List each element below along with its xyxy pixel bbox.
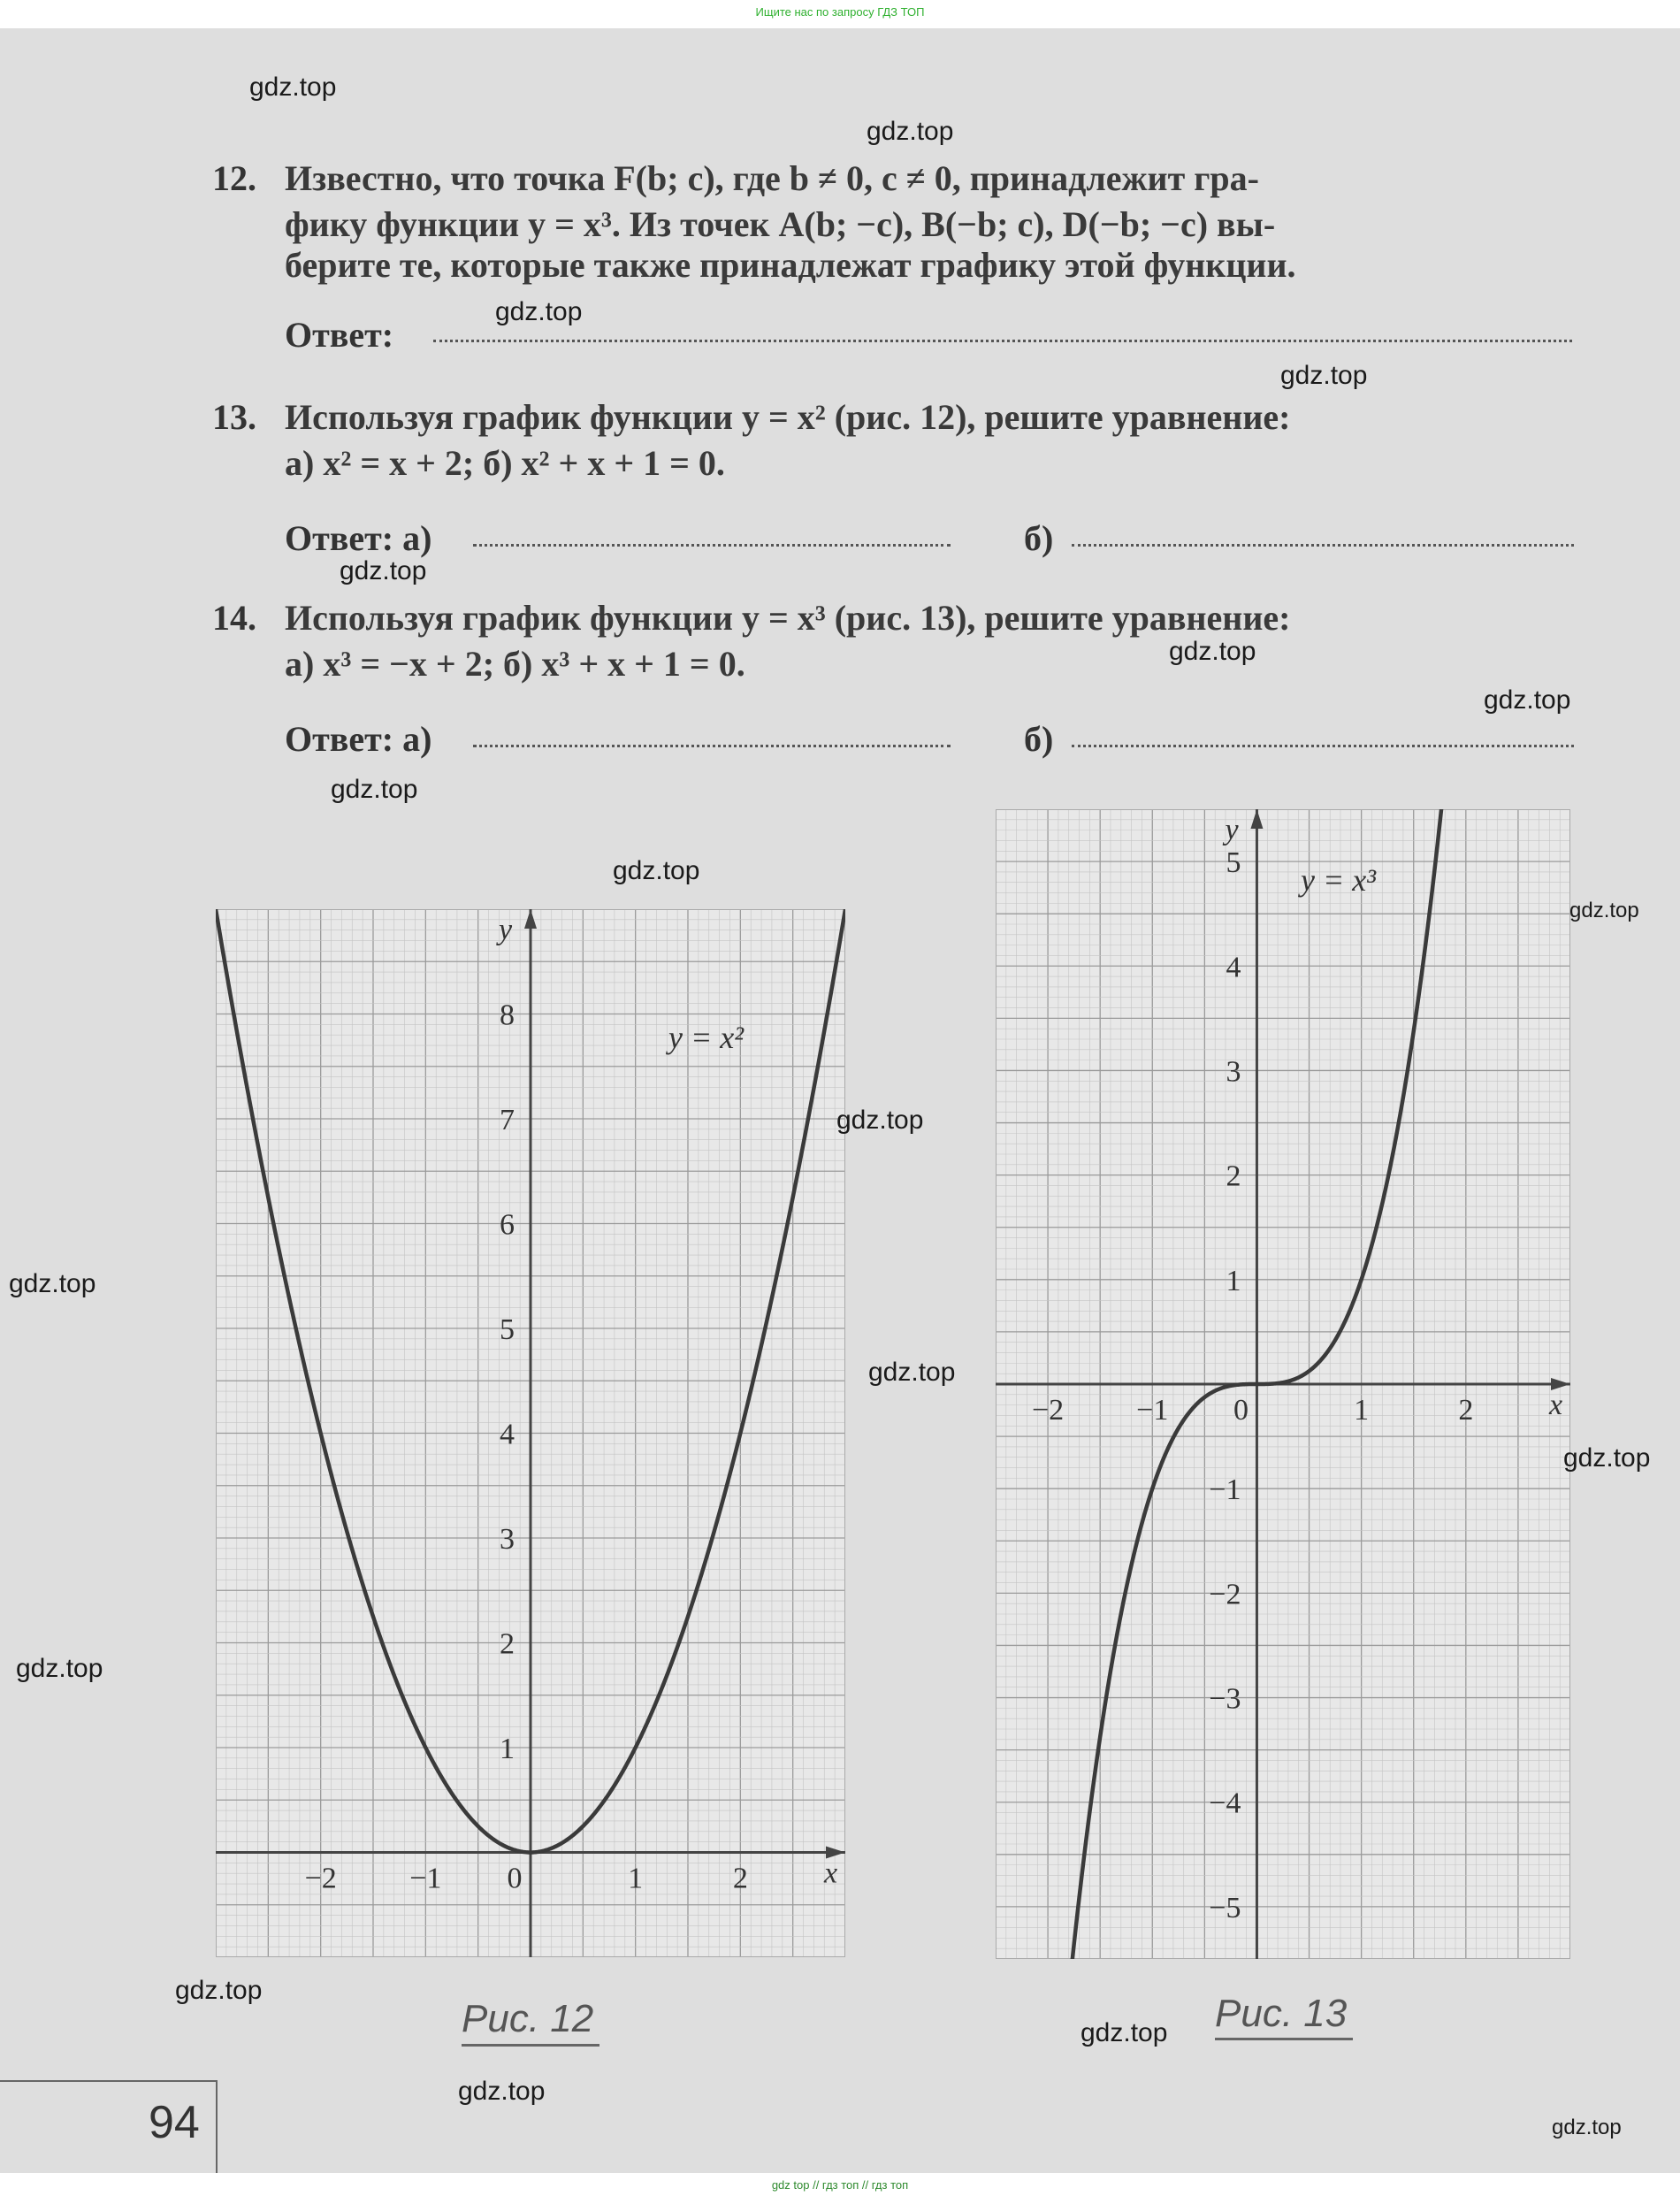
x-tick-label: 0 bbox=[507, 1862, 523, 1895]
figure-12-parabola-chart bbox=[216, 909, 845, 1957]
x-tick-label: −1 bbox=[409, 1862, 442, 1895]
x-tick-label: −1 bbox=[1136, 1394, 1169, 1427]
problem-12-number: 12. bbox=[212, 158, 256, 198]
figure-13-cubic-chart bbox=[996, 809, 1570, 1959]
problem-13-answer-b-label: б) bbox=[1024, 518, 1054, 558]
watermark: gdz.top bbox=[867, 117, 954, 146]
watermark: gdz.top bbox=[1169, 637, 1256, 666]
watermark: gdz.top bbox=[1552, 2116, 1622, 2139]
watermark: gdz.top bbox=[175, 1976, 263, 2005]
problem-14-answer-label: Ответ: а) bbox=[285, 719, 432, 759]
problem-14-answer-b-label: б) bbox=[1024, 719, 1054, 759]
y-tick-label: −2 bbox=[1209, 1578, 1241, 1611]
y-tick-label: 6 bbox=[500, 1208, 515, 1242]
y-tick-label: 5 bbox=[1226, 846, 1241, 880]
y-tick-label: −4 bbox=[1209, 1787, 1241, 1820]
y-tick-label: 8 bbox=[500, 999, 515, 1032]
watermark: gdz.top bbox=[9, 1269, 96, 1298]
top-banner[interactable] bbox=[0, 0, 1680, 28]
watermark: gdz.top bbox=[1569, 899, 1639, 922]
x-tick-label: −2 bbox=[1031, 1394, 1065, 1427]
page-number: 94 bbox=[149, 2097, 200, 2148]
y-tick-label: −1 bbox=[1209, 1473, 1241, 1507]
y-tick-label: 1 bbox=[500, 1733, 515, 1765]
figure-12-caption-underline bbox=[462, 2044, 599, 2047]
x-tick-label: −2 bbox=[304, 1862, 337, 1895]
x-tick-label: 1 bbox=[1354, 1394, 1370, 1427]
x-axis-label: x bbox=[824, 1856, 838, 1890]
problem-12-answer-line[interactable] bbox=[433, 340, 1572, 342]
y-tick-label: −5 bbox=[1209, 1891, 1241, 1924]
y-tick-label: 4 bbox=[1226, 951, 1241, 984]
watermark: gdz.top bbox=[1484, 685, 1571, 715]
watermark: gdz.top bbox=[331, 775, 418, 804]
y-tick-label: −3 bbox=[1209, 1682, 1241, 1716]
problem-12-line-1: Известно, что точка F(b; c), где b ≠ 0, c ≠ 0, принадлежит гра- bbox=[285, 158, 1259, 198]
watermark: gdz.top bbox=[836, 1106, 924, 1135]
y-tick-label: 3 bbox=[1226, 1055, 1241, 1089]
problem-14-answer-a-line[interactable] bbox=[473, 745, 951, 747]
watermark: gdz.top bbox=[868, 1358, 956, 1387]
watermark: gdz.top bbox=[458, 2077, 546, 2106]
watermark: gdz.top bbox=[1280, 361, 1368, 390]
y-tick-label: 3 bbox=[500, 1523, 515, 1556]
watermark: gdz.top bbox=[16, 1654, 103, 1683]
y-axis-label: y bbox=[1225, 814, 1239, 846]
problem-12-line-3: берите те, которые также принадлежат графику этой функции. bbox=[285, 245, 1296, 285]
watermark: gdz.top bbox=[1563, 1443, 1651, 1473]
y-axis-label: y bbox=[499, 914, 513, 946]
problem-13-number: 13. bbox=[212, 397, 256, 437]
x-tick-label: 0 bbox=[1233, 1394, 1249, 1427]
problem-14-number: 14. bbox=[212, 598, 256, 638]
watermark: gdz.top bbox=[495, 297, 583, 326]
bottom-banner[interactable] bbox=[0, 2173, 1680, 2196]
problem-13-answer-a-line[interactable] bbox=[473, 544, 951, 547]
x-tick-label: 2 bbox=[732, 1862, 748, 1895]
series-label: y = x³ bbox=[1301, 862, 1377, 898]
watermark: gdz.top bbox=[1081, 2018, 1168, 2047]
y-tick-label: 2 bbox=[500, 1627, 515, 1661]
watermark: gdz.top bbox=[613, 856, 700, 885]
y-tick-label: 2 bbox=[1226, 1159, 1241, 1193]
problem-13-line-2: а) x² = x + 2; б) x² + x + 1 = 0. bbox=[285, 443, 725, 483]
bottom-banner-text[interactable]: gdz top // гдз топ // гдз топ bbox=[771, 2178, 909, 2192]
watermark: gdz.top bbox=[340, 556, 427, 585]
problem-14-line-2: а) x³ = −x + 2; б) x³ + x + 1 = 0. bbox=[285, 644, 745, 684]
problem-14-line-1: Используя график функции y = x³ (рис. 13), решите уравнение: bbox=[285, 598, 1291, 638]
figure-13-caption: Рис. 13 bbox=[1215, 1992, 1348, 2035]
y-tick-label: 1 bbox=[1226, 1264, 1241, 1297]
y-tick-label: 4 bbox=[500, 1418, 515, 1451]
problem-14-answer-b-line[interactable] bbox=[1072, 745, 1574, 747]
x-tick-label: 1 bbox=[628, 1862, 644, 1895]
problem-13-line-1: Используя график функции y = x² (рис. 12), решите уравнение: bbox=[285, 397, 1291, 437]
top-banner-text[interactable]: Ищите нас по запросу ГДЗ ТОП bbox=[755, 5, 925, 19]
x-tick-label: 2 bbox=[1458, 1394, 1474, 1427]
problem-12-answer-label: Ответ: bbox=[285, 315, 394, 355]
x-axis-label: x bbox=[1549, 1389, 1563, 1421]
watermark: gdz.top bbox=[249, 73, 337, 102]
series-label: y = x² bbox=[668, 1020, 745, 1055]
problem-13-answer-b-line[interactable] bbox=[1072, 544, 1574, 547]
problem-12-line-2: фику функции y = x³. Из точек A(b; −c), B(−b; c), D(−b; −c) вы- bbox=[285, 204, 1276, 244]
y-tick-label: 7 bbox=[500, 1104, 515, 1136]
figure-13-caption-underline bbox=[1215, 2038, 1353, 2040]
problem-13-answer-label: Ответ: а) bbox=[285, 518, 432, 558]
figure-12-caption: Рис. 12 bbox=[462, 1997, 594, 2040]
y-tick-label: 5 bbox=[500, 1313, 515, 1346]
